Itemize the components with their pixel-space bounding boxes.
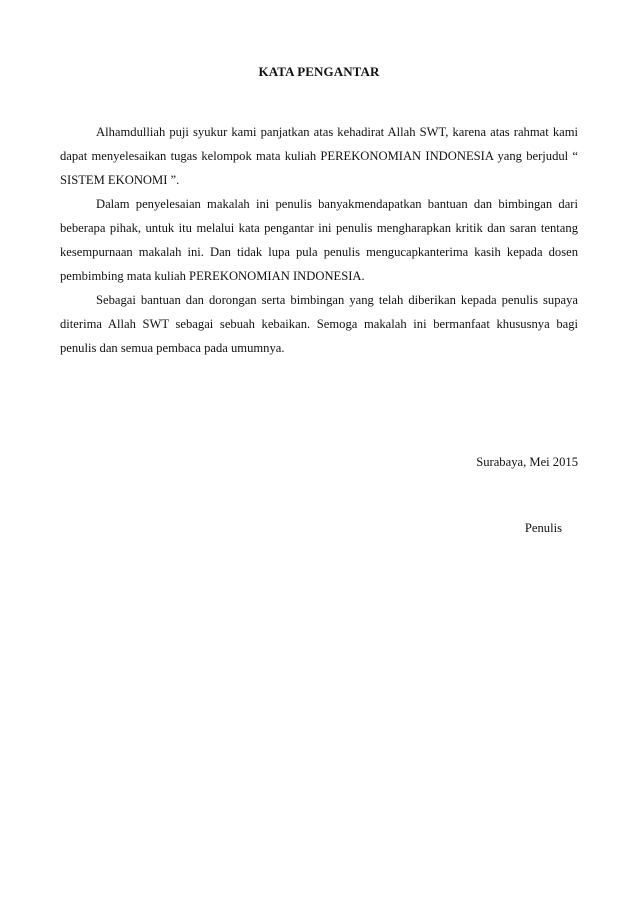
paragraph-2: Dalam penyelesaian makalah ini penulis banyakmendapatkan bantuan dan bimbingan dari beberapa pihak, untuk itu melalui kata pengantar ini penulis mengharapkan kritik dan saran tentang kesempurnaan makalah ini. Dan tidak lupa pula penulis mengucapkanterima kasih kepada dosen pembimbing mata kuliah PEREKONOMIAN INDONESIA. [60,197,578,283]
author-signature: Penulis [524,521,562,535]
paragraph-1: Alhamdulliah puji syukur kami panjatkan atas kehadirat Allah SWT, karena atas rahmat kami dapat menyelesaikan tugas kelompok mata kuliah PEREKONOMIAN INDONESIA yang berjudul “ SISTEM EKONOMI ”. [60,125,578,187]
page-title: KATA PENGANTAR [258,64,380,79]
document-body [60,120,578,360]
place-date: Surabaya, Mei 2015 [476,455,578,469]
paragraph-3: Sebagai bantuan dan dorongan serta bimbingan yang telah diberikan kepada penulis supaya diterima Allah SWT sebagai sebuah kebaikan. Semoga makalah ini bermanfaat khususnya bagi penulis dan semua pembaca pada umumnya. [60,293,578,355]
